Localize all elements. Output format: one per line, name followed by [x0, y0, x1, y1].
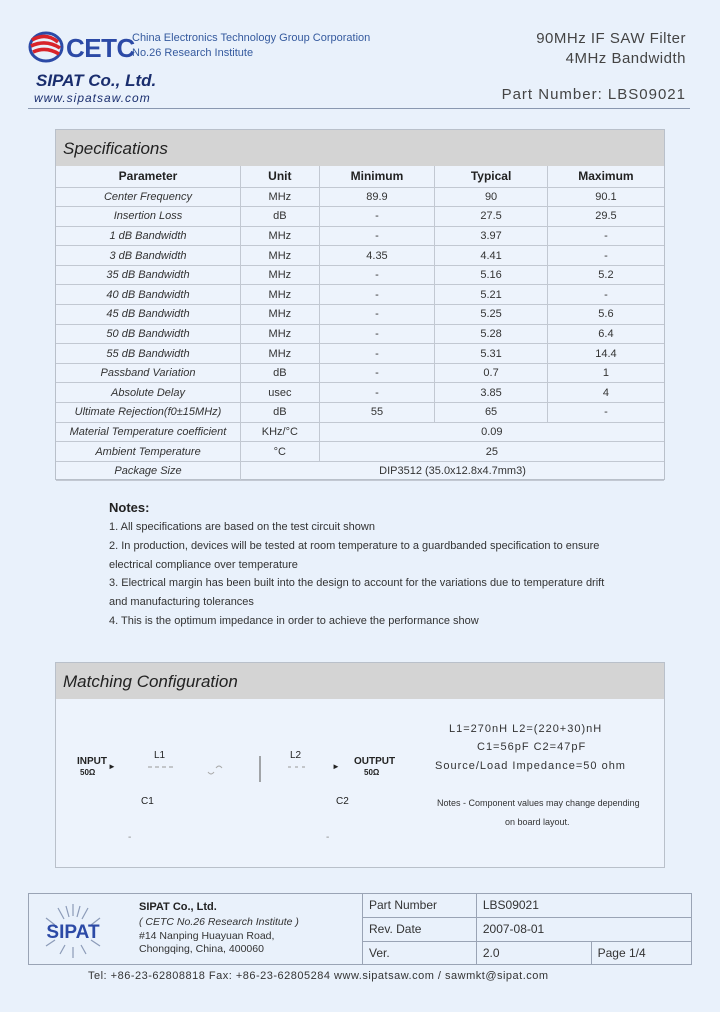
- matching-note-line2: on board layout.: [505, 817, 570, 827]
- note-line: and manufacturing tolerances: [109, 596, 254, 608]
- table-cell: 5.6: [547, 305, 664, 325]
- table-cell: MHz: [241, 187, 320, 207]
- header-divider: [28, 108, 690, 109]
- footer-row-ver: [363, 941, 693, 965]
- component-values-line1: L1=270nH L2=(220+30)nH: [449, 723, 603, 735]
- part-number-label: Part Number: [363, 893, 477, 917]
- table-row: [56, 461, 664, 481]
- table-cell: dB: [241, 403, 320, 423]
- table-cell: 4: [547, 383, 664, 403]
- table-cell: 5.28: [435, 324, 548, 344]
- table-cell: 3.97: [435, 226, 548, 246]
- table-cell: MHz: [241, 285, 320, 305]
- l1-label: L1: [154, 750, 166, 761]
- table-cell: -: [319, 285, 435, 305]
- table-cell: 29.5: [547, 207, 664, 227]
- table-cell: MHz: [241, 265, 320, 285]
- table-row: [56, 207, 664, 227]
- table-cell: 89.9: [319, 187, 435, 207]
- company-name: SIPAT Co., Ltd.: [36, 71, 157, 90]
- table-row: [56, 442, 664, 462]
- specifications-table: [56, 166, 664, 481]
- matching-circuit: [56, 699, 664, 867]
- footer-info-table: [362, 893, 692, 965]
- table-cell: 45 dB Bandwidth: [56, 305, 241, 325]
- table-cell: 5.21: [435, 285, 548, 305]
- table-row: [56, 363, 664, 383]
- table-cell: MHz: [241, 305, 320, 325]
- table-cell: 5.31: [435, 344, 548, 364]
- notes-title: Notes:: [109, 500, 150, 515]
- column-header: Unit: [241, 166, 320, 187]
- table-cell: 0.09: [319, 422, 664, 442]
- table-cell: -: [319, 305, 435, 325]
- note-line: 1. All specifications are based on the test circuit shown: [109, 521, 375, 533]
- version-value: 2.0: [476, 941, 591, 965]
- part-number-value: LBS09021: [476, 893, 692, 917]
- table-cell: DIP3512 (35.0x12.8x4.7mm3): [241, 461, 665, 481]
- matching-section: [55, 662, 665, 868]
- table-cell: °C: [241, 442, 320, 462]
- component-values-line2: C1=56pF C2=47pF: [477, 741, 587, 753]
- table-cell: -: [319, 383, 435, 403]
- table-cell: 1 dB Bandwidth: [56, 226, 241, 246]
- table-cell: 0.7: [435, 363, 548, 383]
- table-cell: 40 dB Bandwidth: [56, 285, 241, 305]
- table-cell: MHz: [241, 246, 320, 266]
- input-impedance: 50Ω: [80, 768, 96, 777]
- table-cell: -: [319, 344, 435, 364]
- product-title-line2: 4MHz Bandwidth: [565, 50, 686, 67]
- footer-company: SIPAT Co., Ltd.: [139, 901, 217, 913]
- table-cell: 4.35: [319, 246, 435, 266]
- table-row: [56, 246, 664, 266]
- table-cell: dB: [241, 207, 320, 227]
- table-cell: Package Size: [56, 461, 241, 481]
- table-cell: 55 dB Bandwidth: [56, 344, 241, 364]
- table-cell: usec: [241, 383, 320, 403]
- table-cell: 65: [435, 403, 548, 423]
- table-row: [56, 383, 664, 403]
- table-cell: 5.2: [547, 265, 664, 285]
- org-name-line1: China Electronics Technology Group Corporation: [132, 32, 371, 44]
- table-cell: 50 dB Bandwidth: [56, 324, 241, 344]
- table-cell: 3.85: [435, 383, 548, 403]
- footer-row-rev: [363, 917, 693, 941]
- table-cell: 35 dB Bandwidth: [56, 265, 241, 285]
- output-impedance: 50Ω: [364, 768, 380, 777]
- component-values-line3: Source/Load Impedance=50 ohm: [435, 760, 626, 772]
- footer-contact: Tel: +86-23-62808818 Fax: +86-23-62805284 www.sipatsaw.com / sawmkt@sipat.com: [88, 970, 549, 982]
- c2-label: C2: [336, 796, 349, 807]
- product-title-line1: 90MHz IF SAW Filter: [536, 30, 686, 47]
- table-row: [56, 305, 664, 325]
- table-row: [56, 226, 664, 246]
- website-link[interactable]: www.sipatsaw.com: [34, 91, 151, 105]
- table-cell: -: [319, 226, 435, 246]
- sipat-logo-text: SIPAT: [46, 922, 100, 943]
- table-cell: 3 dB Bandwidth: [56, 246, 241, 266]
- note-line: 2. In production, devices will be tested at room temperature to a guardbanded specification to ensure: [109, 540, 600, 552]
- table-cell: -: [319, 324, 435, 344]
- cetc-logo-icon: [28, 30, 64, 64]
- table-cell: -: [319, 265, 435, 285]
- table-row: [56, 403, 664, 423]
- version-label: Ver.: [363, 941, 477, 965]
- table-row: [56, 265, 664, 285]
- table-cell: -: [319, 363, 435, 383]
- capacitor-icon: [256, 754, 266, 784]
- note-line: electrical compliance over temperature: [109, 559, 298, 571]
- header-part-number: Part Number: LBS09021: [501, 86, 686, 103]
- table-cell: 55: [319, 403, 435, 423]
- org-name-line2: No.26 Research Institute: [132, 47, 254, 59]
- column-header: Minimum: [319, 166, 435, 187]
- matching-note-line1: Notes - Component values may change depending: [437, 798, 640, 808]
- input-arrow-icon: ►: [108, 762, 116, 771]
- note-line: 4. This is the optimum impedance in order to achieve the performance show: [109, 615, 479, 627]
- table-cell: MHz: [241, 324, 320, 344]
- table-cell: -: [547, 246, 664, 266]
- column-header: Typical: [435, 166, 548, 187]
- rev-date-label: Rev. Date: [363, 917, 477, 941]
- table-cell: -: [547, 403, 664, 423]
- table-cell: Ambient Temperature: [56, 442, 241, 462]
- table-cell: Center Frequency: [56, 187, 241, 207]
- table-cell: Ultimate Rejection(f0±15MHz): [56, 403, 241, 423]
- table-cell: 6.4: [547, 324, 664, 344]
- table-cell: 5.16: [435, 265, 548, 285]
- table-row: [56, 344, 664, 364]
- rev-date-value: 2007-08-01: [476, 917, 692, 941]
- table-cell: 90: [435, 187, 548, 207]
- matching-title: Matching Configuration: [56, 663, 664, 699]
- table-cell: 25: [319, 442, 664, 462]
- table-cell: 5.25: [435, 305, 548, 325]
- c1-label: C1: [141, 796, 154, 807]
- table-row: [56, 187, 664, 207]
- column-header: Maximum: [547, 166, 664, 187]
- table-cell: 90.1: [547, 187, 664, 207]
- footer-address-line2: Chongqing, China, 400060: [139, 943, 264, 955]
- circuit-wiring-icon: [146, 762, 226, 778]
- ground-mark-icon: -: [326, 832, 330, 843]
- table-header-row: [56, 166, 664, 187]
- table-row: [56, 422, 664, 442]
- table-cell: Insertion Loss: [56, 207, 241, 227]
- sipat-logo-icon: [32, 900, 114, 960]
- table-cell: -: [319, 207, 435, 227]
- table-cell: Material Temperature coefficient: [56, 422, 241, 442]
- table-cell: 1: [547, 363, 664, 383]
- output-label: OUTPUT: [354, 756, 396, 767]
- table-cell: MHz: [241, 344, 320, 364]
- specifications-section: [55, 129, 665, 480]
- table-cell: -: [547, 226, 664, 246]
- table-cell: 27.5: [435, 207, 548, 227]
- page-number: Page 1/4: [591, 941, 692, 965]
- table-cell: 4.41: [435, 246, 548, 266]
- table-cell: KHz/°C: [241, 422, 320, 442]
- column-header: Parameter: [56, 166, 241, 187]
- table-row: [56, 324, 664, 344]
- footer-address-line1: #14 Nanping Huayuan Road,: [139, 930, 275, 942]
- table-cell: dB: [241, 363, 320, 383]
- table-row: [56, 285, 664, 305]
- ground-mark-icon: -: [128, 832, 132, 843]
- inductor-dots-icon: [286, 762, 316, 772]
- footer-institute: ( CETC No.26 Research Institute ): [139, 916, 299, 928]
- table-cell: Absolute Delay: [56, 383, 241, 403]
- table-cell: Passband Variation: [56, 363, 241, 383]
- input-label: INPUT: [77, 756, 107, 767]
- footer-row-part: [363, 893, 693, 917]
- specifications-title: Specifications: [56, 130, 664, 166]
- table-cell: 14.4: [547, 344, 664, 364]
- output-arrow-icon: ►: [332, 762, 340, 771]
- l2-label: L2: [290, 750, 302, 761]
- note-line: 3. Electrical margin has been built into the design to account for the variations due to temperature drift: [109, 577, 605, 589]
- table-cell: MHz: [241, 226, 320, 246]
- cetc-logo-text: CETC: [66, 33, 135, 63]
- table-cell: -: [547, 285, 664, 305]
